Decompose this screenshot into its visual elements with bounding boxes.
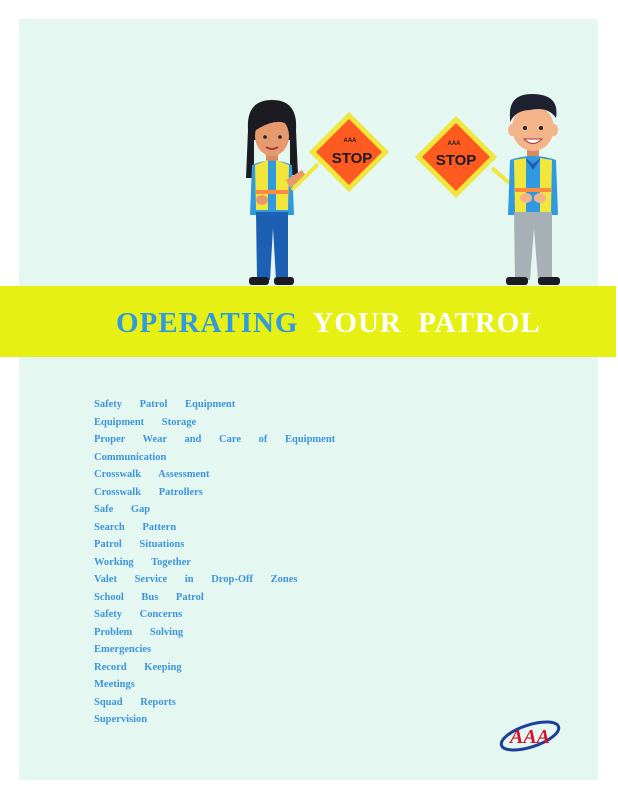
toc-item: Squad Reports	[94, 696, 176, 708]
toc-item: School Bus Patrol	[94, 591, 204, 603]
toc-item: Record Keeping	[94, 661, 182, 673]
toc-item: Crosswalk Assessment	[94, 469, 210, 480]
toc-item: Crosswalk Patrollers	[94, 486, 203, 498]
toc-item: Safety Patrol Equipment	[94, 399, 236, 410]
toc-item: Problem Solving	[94, 626, 184, 638]
title-word-your-patrol: YOUR PATROL	[312, 307, 541, 339]
toc-item: Meetings	[94, 679, 135, 690]
toc-item: Search Pattern	[94, 521, 177, 533]
left-sign-text: STOP	[331, 150, 373, 167]
aaa-logo	[497, 716, 563, 756]
toc-item: Proper Wear and Care of Equipment	[94, 434, 336, 445]
right-sign-logo-mark: AAA	[447, 141, 461, 147]
toc-item: Safety Concerns	[94, 609, 183, 620]
right-sign-text: STOP	[435, 152, 477, 169]
page-title	[116, 305, 541, 341]
aaa-logo-text: AAA	[509, 726, 551, 748]
toc-item: Working Together	[94, 556, 191, 568]
right-stop-sign	[415, 116, 520, 198]
left-sign-logo-mark: AAA	[343, 138, 357, 144]
toc-item: Equipment Storage	[94, 416, 197, 428]
boy-patroller-figure	[506, 94, 560, 285]
toc-item: Emergencies	[94, 644, 152, 655]
girl-patroller-figure	[246, 100, 306, 285]
toc-item: Patrol Situations	[94, 539, 185, 550]
safety-patrol-illustration	[0, 0, 618, 300]
title-word-operating: OPERATING	[116, 307, 299, 339]
toc-item: Safe Gap	[94, 504, 151, 515]
table-of-contents	[94, 398, 335, 731]
left-stop-sign	[292, 112, 389, 192]
toc-item: Communication	[94, 451, 167, 463]
toc-item: Valet Service in Drop-Off Zones	[94, 574, 298, 585]
toc-item: Supervision	[94, 714, 148, 725]
